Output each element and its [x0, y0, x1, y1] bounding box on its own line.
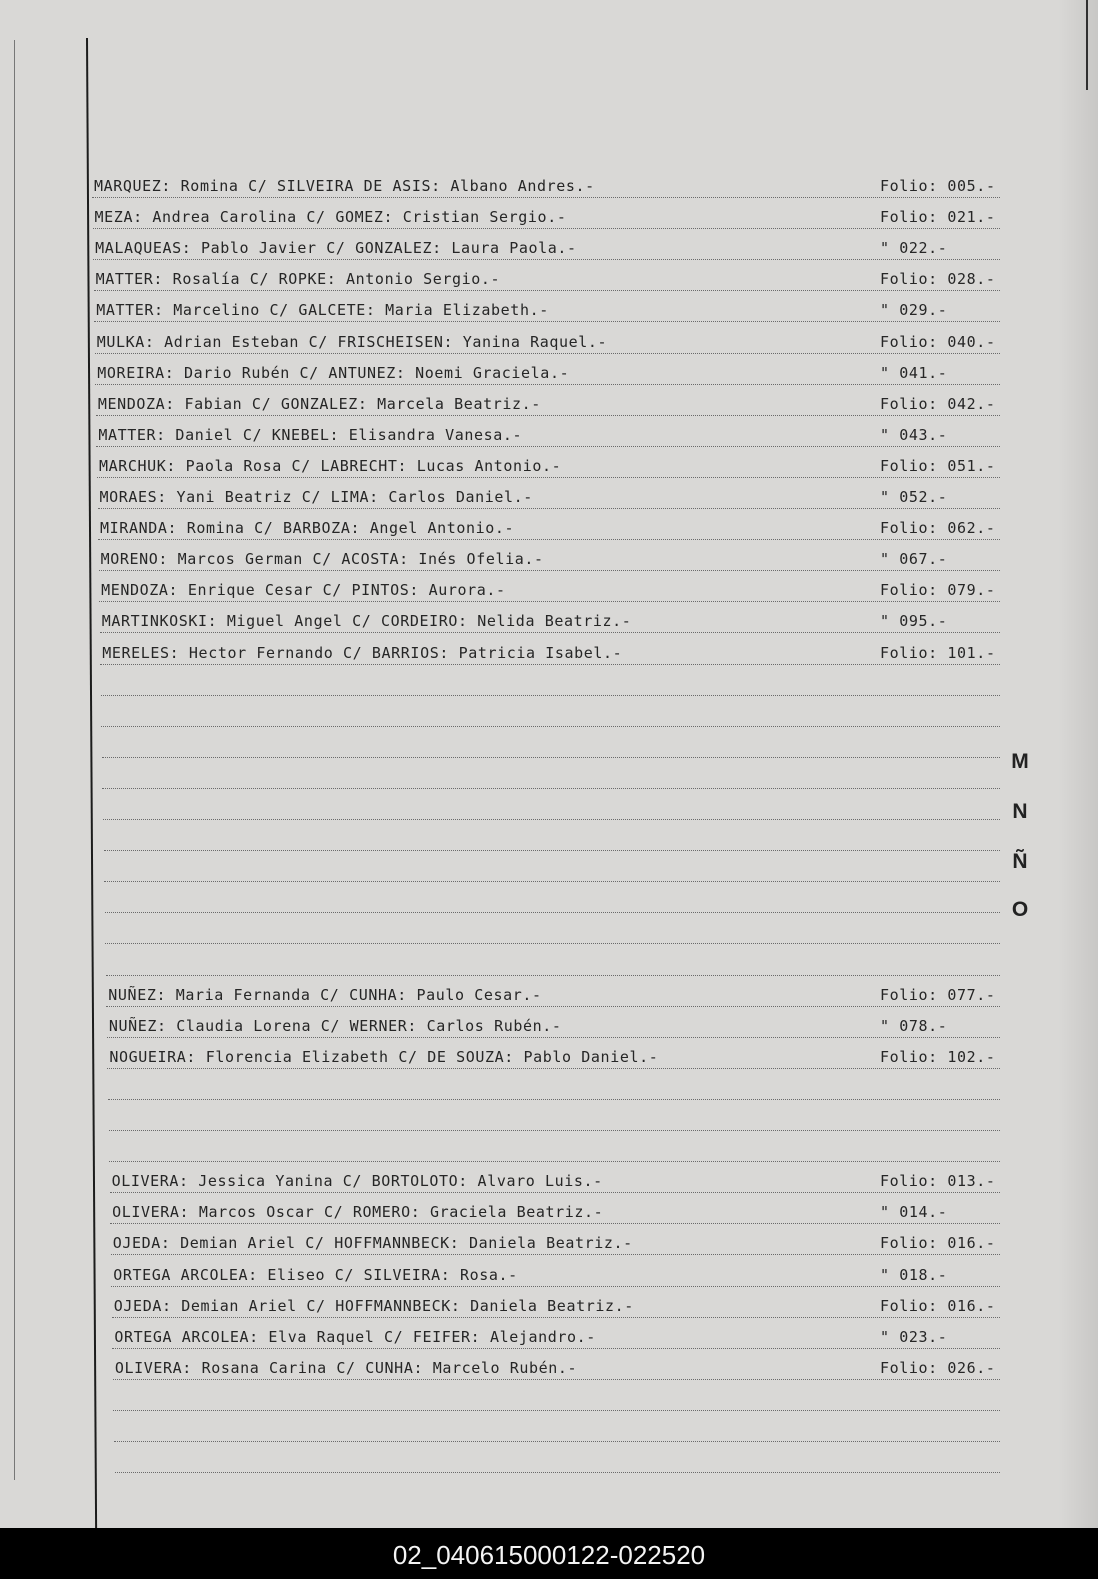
entry-folio: Folio: 026.- [879, 1358, 996, 1377]
entry-text: MATTER: Rosalía C/ ROPKE: Antonio Sergio.- [95, 270, 501, 289]
scan-footer [0, 1528, 1098, 1579]
ruled-line [113, 1410, 1000, 1411]
entry-folio: " 067.- [879, 550, 948, 569]
entry-text: MERELES: Hector Fernando C/ BARRIOS: Patricia Isabel.- [102, 643, 623, 662]
margin-line [86, 38, 97, 1528]
ruled-line [92, 197, 1000, 198]
entry-folio: " 014.- [879, 1203, 948, 1222]
register-entry [96, 301, 1000, 319]
register-entry [97, 333, 1000, 351]
ruled-line [95, 353, 1000, 354]
page-edge-mark [14, 40, 15, 1480]
entry-text: MORENO: Marcos German C/ ACOSTA: Inés Ofelia.- [100, 550, 544, 569]
ruled-line [94, 321, 1000, 322]
ruled-line [97, 477, 1000, 478]
entry-text: NOGUEIRA: Florencia Elizabeth C/ DE SOUZA: Pablo Daniel.- [109, 1047, 659, 1066]
entry-text: OLIVERA: Jessica Yanina C/ BORTOLOTO: Alvaro Luis.- [111, 1172, 603, 1191]
register-entry [109, 1017, 1000, 1035]
entry-text: MOREIRA: Dario Rubén C/ ANTUNEZ: Noemi Graciela.- [97, 363, 570, 382]
entry-folio: " 052.- [880, 488, 948, 506]
ruled-line [112, 1317, 1000, 1318]
register-entry [96, 270, 1000, 288]
ruled-line [110, 1223, 1000, 1224]
entry-folio: Folio: 028.- [879, 270, 996, 289]
ruled-line [115, 1472, 1000, 1473]
ruled-line [104, 850, 1000, 851]
entry-text: MENDOZA: Fabian C/ GONZALEZ: Marcela Beatriz.- [97, 394, 541, 413]
ruled-line [111, 1254, 1000, 1255]
ruled-line [107, 1037, 1000, 1038]
entry-folio: Folio: 021.- [879, 208, 996, 227]
ruled-line [111, 1286, 1000, 1287]
ruled-line [98, 508, 1001, 509]
register-entry [112, 1203, 1000, 1221]
entry-folio: Folio: 016.- [879, 1234, 996, 1253]
entry-text: MULKA: Adrian Esteban C/ FRISCHEISEN: Yanina Raquel.- [96, 332, 608, 351]
register-entry [109, 1048, 1000, 1066]
entry-text: OJEDA: Demian Ariel C/ HOFFMANNBECK: Daniela Beatriz.- [112, 1234, 633, 1253]
entry-folio: " 023.- [879, 1327, 948, 1346]
ruled-line [96, 446, 1000, 447]
ruled-line [105, 943, 1000, 944]
index-letter-enye: Ñ [1012, 850, 1028, 873]
index-letter-o: O [1011, 898, 1029, 921]
entry-text: MEZA: Andrea Carolina C/ GOMEZ: Cristian Sergio.- [94, 208, 567, 227]
ruled-line [99, 570, 1000, 571]
ruled-line [95, 384, 1000, 385]
ruled-line [110, 1192, 1000, 1193]
entry-text: NUÑEZ: Maria Fernanda C/ CUNHA: Paulo Cesar.- [108, 985, 542, 1004]
entry-text: OJEDA: Demian Ariel C/ HOFFMANNBECK: Daniela Beatriz.- [113, 1296, 634, 1315]
entry-folio: Folio: 101.- [880, 643, 996, 662]
register-entry [97, 364, 1000, 382]
register-entry [98, 395, 1000, 413]
scan-id-label: 02_040615000122-022520 [392, 1540, 706, 1570]
register-entry [95, 208, 1000, 226]
ruled-line [104, 881, 1000, 882]
ruled-line [113, 1379, 1000, 1380]
entry-text: MORAES: Yani Beatriz C/ LIMA: Carlos Daniel.- [99, 488, 533, 506]
entry-folio: Folio: 077.- [879, 985, 996, 1004]
entry-folio: " 095.- [879, 612, 948, 631]
entry-folio: Folio: 013.- [879, 1172, 996, 1191]
entry-folio: " 022.- [879, 239, 948, 258]
entry-text: MIRANDA: Romina C/ BARBOZA: Angel Antonio.- [100, 519, 515, 538]
entry-text: MARTINKOSKI: Miguel Angel C/ CORDEIRO: Nelida Beatriz.- [101, 612, 632, 631]
ruled-line [100, 632, 1000, 633]
register-entry [95, 239, 1000, 257]
ruled-line [102, 757, 1000, 758]
register-entry [115, 1359, 1000, 1377]
entry-folio: " 078.- [879, 1016, 948, 1035]
ruled-line [100, 664, 1000, 665]
ruled-line [93, 259, 1000, 260]
index-letter-m: M [1011, 750, 1029, 773]
ruled-line [109, 1161, 1000, 1162]
entry-text: MATTER: Daniel C/ KNEBEL: Elisandra Vanesa.- [98, 425, 523, 444]
register-entry [100, 488, 1001, 506]
entry-text: MARCHUK: Paola Rosa C/ LABRECHT: Lucas Antonio.- [98, 456, 562, 475]
register-entry [112, 1172, 1000, 1190]
register-entry [100, 519, 1000, 537]
ruled-line [105, 912, 1000, 913]
ruled-line [109, 1130, 1001, 1131]
entry-folio: " 043.- [879, 425, 948, 444]
entry-text: ORTEGA ARCOLEA: Eliseo C/ SILVEIRA: Rosa.- [113, 1265, 518, 1284]
ruled-line [112, 1348, 1000, 1349]
entry-text: NUÑEZ: Claudia Lorena C/ WERNER: Carlos Rubén.- [108, 1016, 562, 1035]
ruled-line [101, 695, 1000, 696]
entry-text: MENDOZA: Enrique Cesar C/ PINTOS: Aurora.- [101, 581, 506, 600]
ruled-line [93, 228, 1000, 229]
page-edge-mark [1086, 0, 1088, 90]
ruled-line [99, 601, 1000, 602]
register-entry [113, 1234, 1000, 1252]
ruled-line [101, 726, 1000, 727]
entry-folio: " 041.- [879, 363, 948, 382]
ruled-line [94, 290, 1000, 291]
entry-folio: Folio: 040.- [880, 332, 996, 351]
entry-folio: Folio: 102.- [879, 1047, 996, 1066]
ruled-line [103, 819, 1000, 820]
entry-text: ORTEGA ARCOLEA: Elva Raquel C/ FEIFER: Alejandro.- [114, 1327, 596, 1346]
ruled-line [106, 1006, 1000, 1007]
register-entry [101, 550, 1000, 568]
ruled-line [107, 1068, 1000, 1069]
entry-folio: Folio: 079.- [879, 581, 996, 600]
register-entry [99, 457, 1000, 475]
register-entry [108, 986, 1000, 1004]
entry-text: MALAQUEAS: Pablo Javier C/ GONZALEZ: Laura Paola.- [95, 239, 577, 258]
entry-text: OLIVERA: Rosana Carina C/ CUNHA: Marcelo Rubén.- [114, 1358, 578, 1377]
entry-folio: Folio: 062.- [879, 519, 996, 538]
ruled-line [108, 1099, 1000, 1100]
entry-text: OLIVERA: Marcos Oscar C/ ROMERO: Graciela Beatriz.- [112, 1203, 604, 1222]
index-letter-n: N [1012, 800, 1028, 823]
register-entry [102, 644, 1000, 662]
register-entry [102, 612, 1000, 630]
register-entry [113, 1266, 1000, 1284]
ruled-line [96, 415, 1000, 416]
entry-folio: Folio: 051.- [879, 456, 996, 475]
entry-folio: " 018.- [880, 1265, 948, 1284]
ruled-line [106, 975, 1000, 976]
register-entry [114, 1328, 1000, 1346]
register-entry [94, 177, 1000, 195]
ruled-line [98, 539, 1000, 540]
entry-folio: Folio: 016.- [879, 1296, 996, 1315]
register-entry [114, 1297, 1000, 1315]
entry-text: MATTER: Marcelino C/ GALCETE: Maria Elizabeth.- [96, 301, 549, 320]
ruled-line [114, 1441, 1000, 1442]
entry-text: MARQUEZ: Romina C/ SILVEIRA DE ASIS: Albano Andres.- [94, 177, 595, 195]
register-entry [98, 426, 1000, 444]
entry-folio: " 029.- [879, 301, 948, 320]
entry-folio: Folio: 042.- [879, 394, 996, 413]
register-entry [101, 581, 1000, 599]
ruled-line [102, 788, 1000, 789]
entry-folio: Folio: 005.- [880, 177, 996, 195]
